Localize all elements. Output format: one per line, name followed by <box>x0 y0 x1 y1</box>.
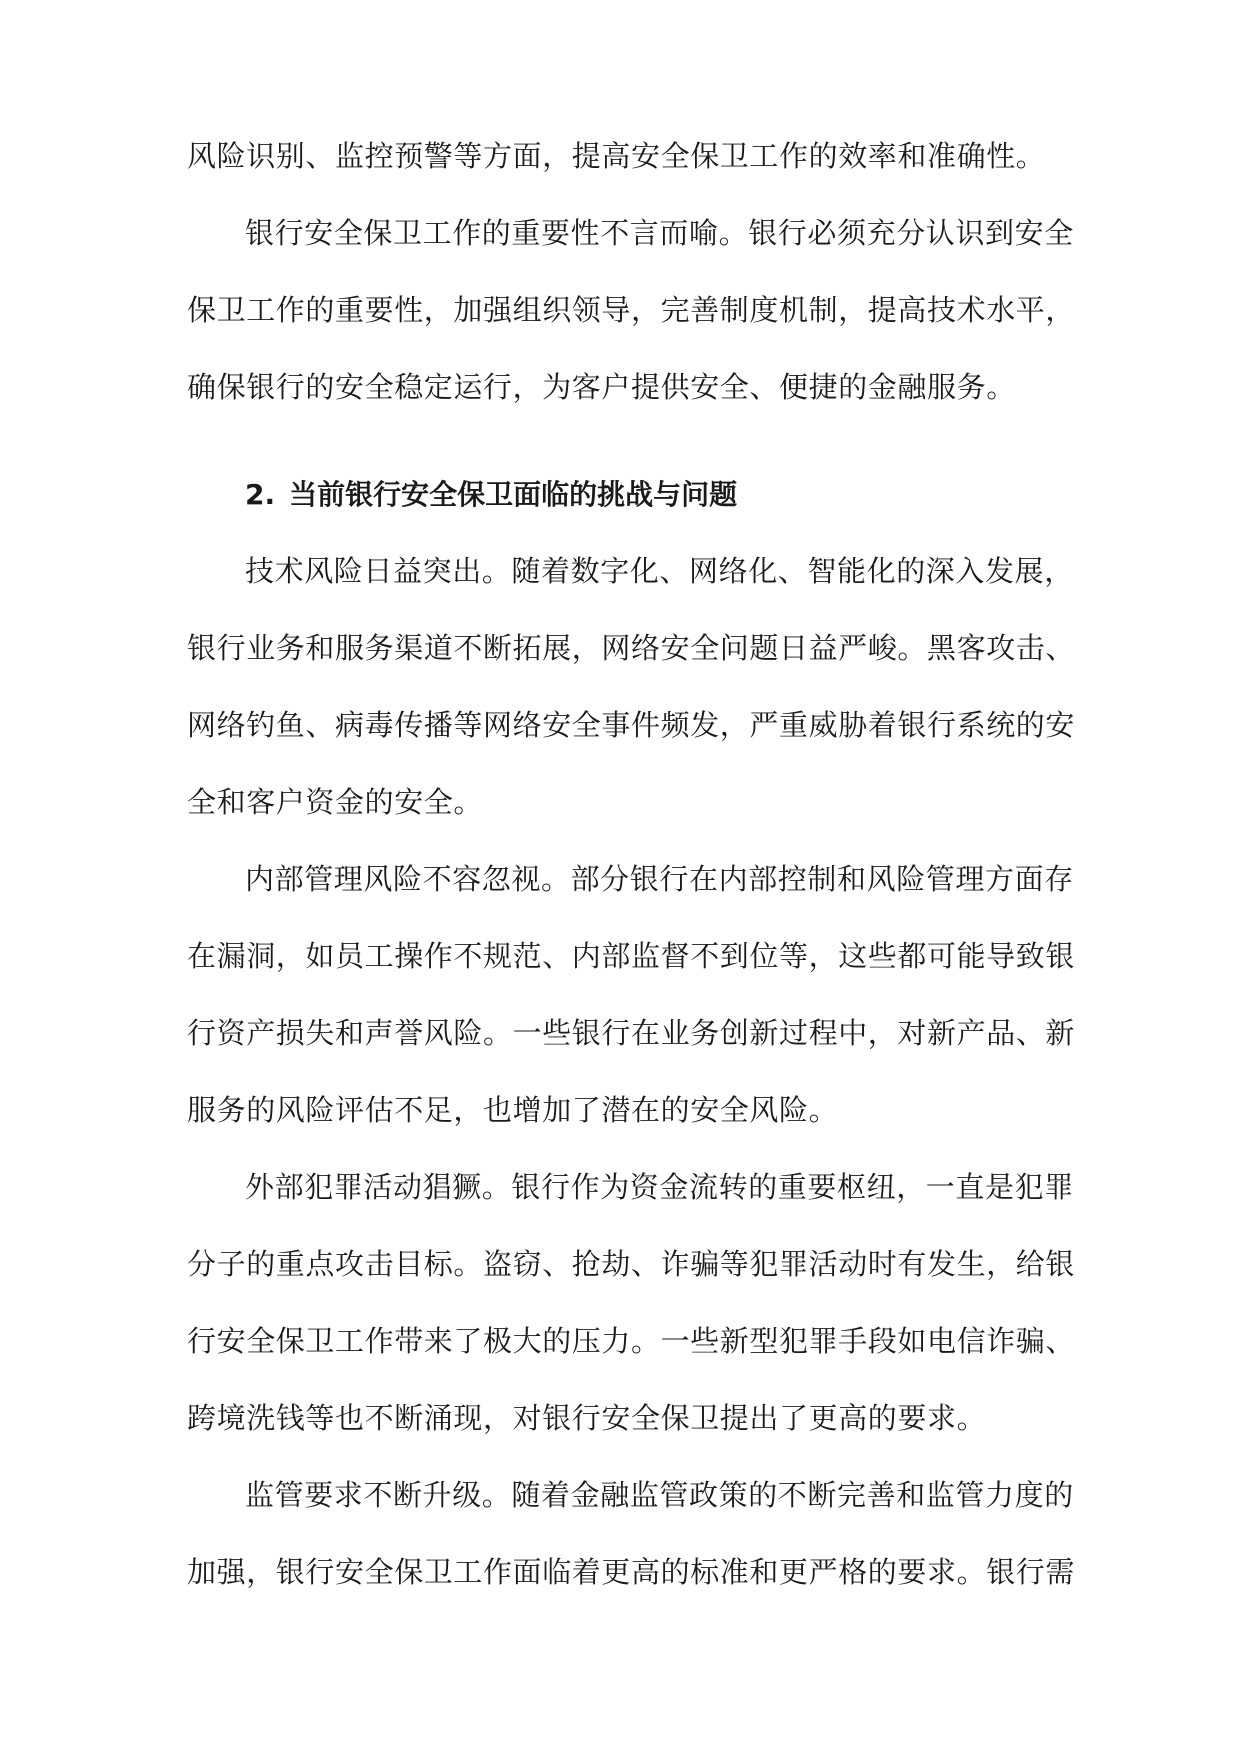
text-line: 监管要求不断升级。随着金融监管政策的不断完善和监管力度的 <box>245 1478 1074 1512</box>
paragraph-regulation <box>187 1478 1076 1589</box>
document-body <box>187 139 1076 1635</box>
paragraph-internal-risk <box>187 862 1076 1127</box>
section-title: 当前银行安全保卫面临的挑战与问题 <box>289 478 738 511</box>
text-line: 在漏洞，如员工操作不规范、内部监督不到位等，这些都可能导致银 <box>187 939 1076 973</box>
text-line: 风险识别、监控预警等方面，提高安全保卫工作的效率和准确性。 <box>187 139 1046 173</box>
text-line: 分子的重点攻击目标。盗窃、抢劫、诈骗等犯罪活动时有发生，给银 <box>187 1247 1076 1281</box>
paragraph-importance <box>187 216 1076 404</box>
text-line: 银行安全保卫工作的重要性不言而喻。银行必须充分认识到安全 <box>245 216 1074 250</box>
text-line: 服务的风险评估不足，也增加了潜在的安全风险。 <box>187 1093 839 1127</box>
section-number: 2. <box>245 478 276 511</box>
paragraph-external-crime <box>187 1170 1076 1435</box>
text-line: 行安全保卫工作带来了极大的压力。一些新型犯罪手段如电信诈骗、 <box>187 1324 1076 1358</box>
text-line: 内部管理风险不容忽视。部分银行在内部控制和风险管理方面存 <box>245 862 1074 896</box>
text-line: 外部犯罪活动猖獗。银行作为资金流转的重要枢纽，一直是犯罪 <box>245 1170 1074 1204</box>
section-spacer <box>187 450 1053 480</box>
text-line: 保卫工作的重要性，加强组织领导，完善制度机制，提高技术水平， <box>187 293 1076 327</box>
text-line: 跨境洗钱等也不断涌现，对银行安全保卫提出了更高的要求。 <box>187 1401 987 1435</box>
text-line: 确保银行的安全稳定运行，为客户提供安全、便捷的金融服务。 <box>187 370 1016 404</box>
text-line: 行资产损失和声誉风险。一些银行在业务创新过程中，对新产品、新 <box>187 1016 1076 1050</box>
paragraph-continuation <box>187 139 1053 173</box>
text-line: 全和客户资金的安全。 <box>187 785 484 819</box>
text-line: 银行业务和服务渠道不断拓展，网络安全问题日益严峻。黑客攻击、 <box>187 631 1076 665</box>
text-line: 加强，银行安全保卫工作面临着更高的标准和更严格的要求。银行需 <box>187 1555 1076 1589</box>
section-heading <box>187 480 1053 509</box>
text-line: 网络钓鱼、病毒传播等网络安全事件频发，严重威胁着银行系统的安 <box>187 708 1076 742</box>
paragraph-technical-risk <box>187 554 1076 819</box>
text-line: 技术风险日益突出。随着数字化、网络化、智能化的深入发展， <box>245 554 1074 588</box>
